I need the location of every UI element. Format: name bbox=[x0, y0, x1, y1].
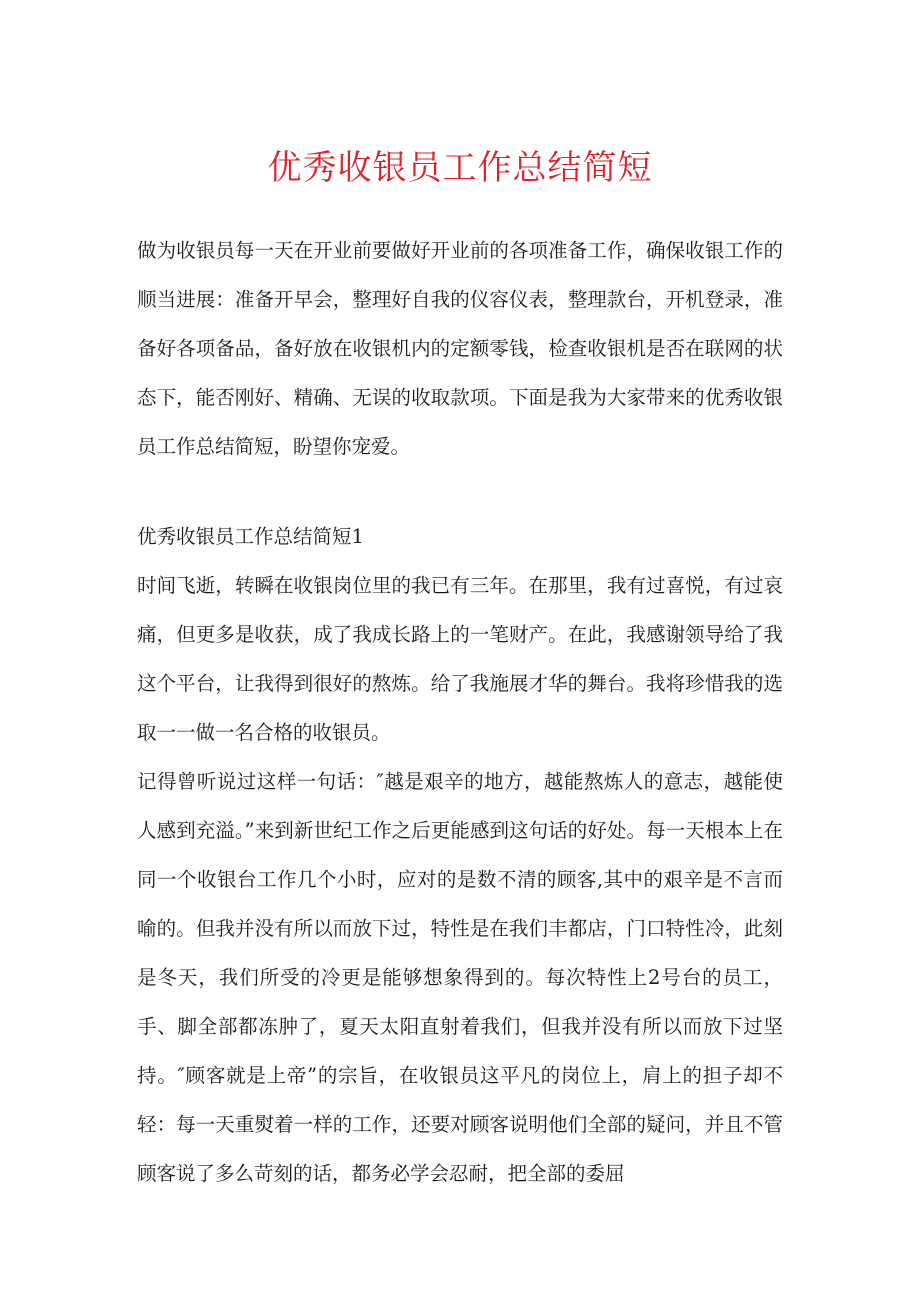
document-title: 优秀收银员工作总结简短 bbox=[267, 148, 653, 188]
body-paragraph: 记得曾听说过这样一句话：″越是艰辛的地方，越能熬炼人的意志，越能使人感到充溢。”来到新世纪工作之后更能感到这句话的好处。每一天根本上在同一个收银台工作几个小时，应对的是数不清的顾客,其中的艰辛是不言而喻的。但我并没有所以而放下过，特性是在我们丰都店，门口特性冷，此刻是冬天，我们所受的冷更是能够想象得到的。每次特性上2号台的员工，手、脚全部都冻肿了，夏天太阳直射着我们，但我并没有所以而放下过坚持。″顾客就是上帝”的宗旨，在收银员这平凡的岗位上，肩上的担子却不轻：每一天重熨着一样的工作，还要对顾客说明他们全部的疑问，并且不管顾客说了多么苛刻的话，都务必学会忍耐，把全部的委屈 bbox=[137, 770, 783, 1185]
intro-paragraph: 做为收银员每一天在开业前要做好开业前的各项准备工作，确保收银工作的顺当进展：准备开早会，整理好自我的仪容仪表，整理款台，开机登录，准备好各项备品，备好放在收银机内的定额零钱，检查收银机是否在联网的状态下，能否刚好、精确、无误的收取款项。下面是我为大家带来的优秀收银员工作总结简短，盼望你宠爱。 bbox=[137, 239, 783, 458]
body-paragraph: 时间飞逝，转瞬在收银岗位里的我已有三年。在那里，我有过喜悦，有过哀痛，但更多是收获，成了我成长路上的一笔财产。在此，我感谢领导给了我这个平台，让我得到很好的熬炼。给了我施展才华的舞台。我将珍惜我的选取一一做一名合格的收银员。 bbox=[137, 574, 783, 744]
section-heading: 优秀收银员工作总结简短1 bbox=[137, 525, 364, 548]
section-body bbox=[137, 561, 783, 1198]
